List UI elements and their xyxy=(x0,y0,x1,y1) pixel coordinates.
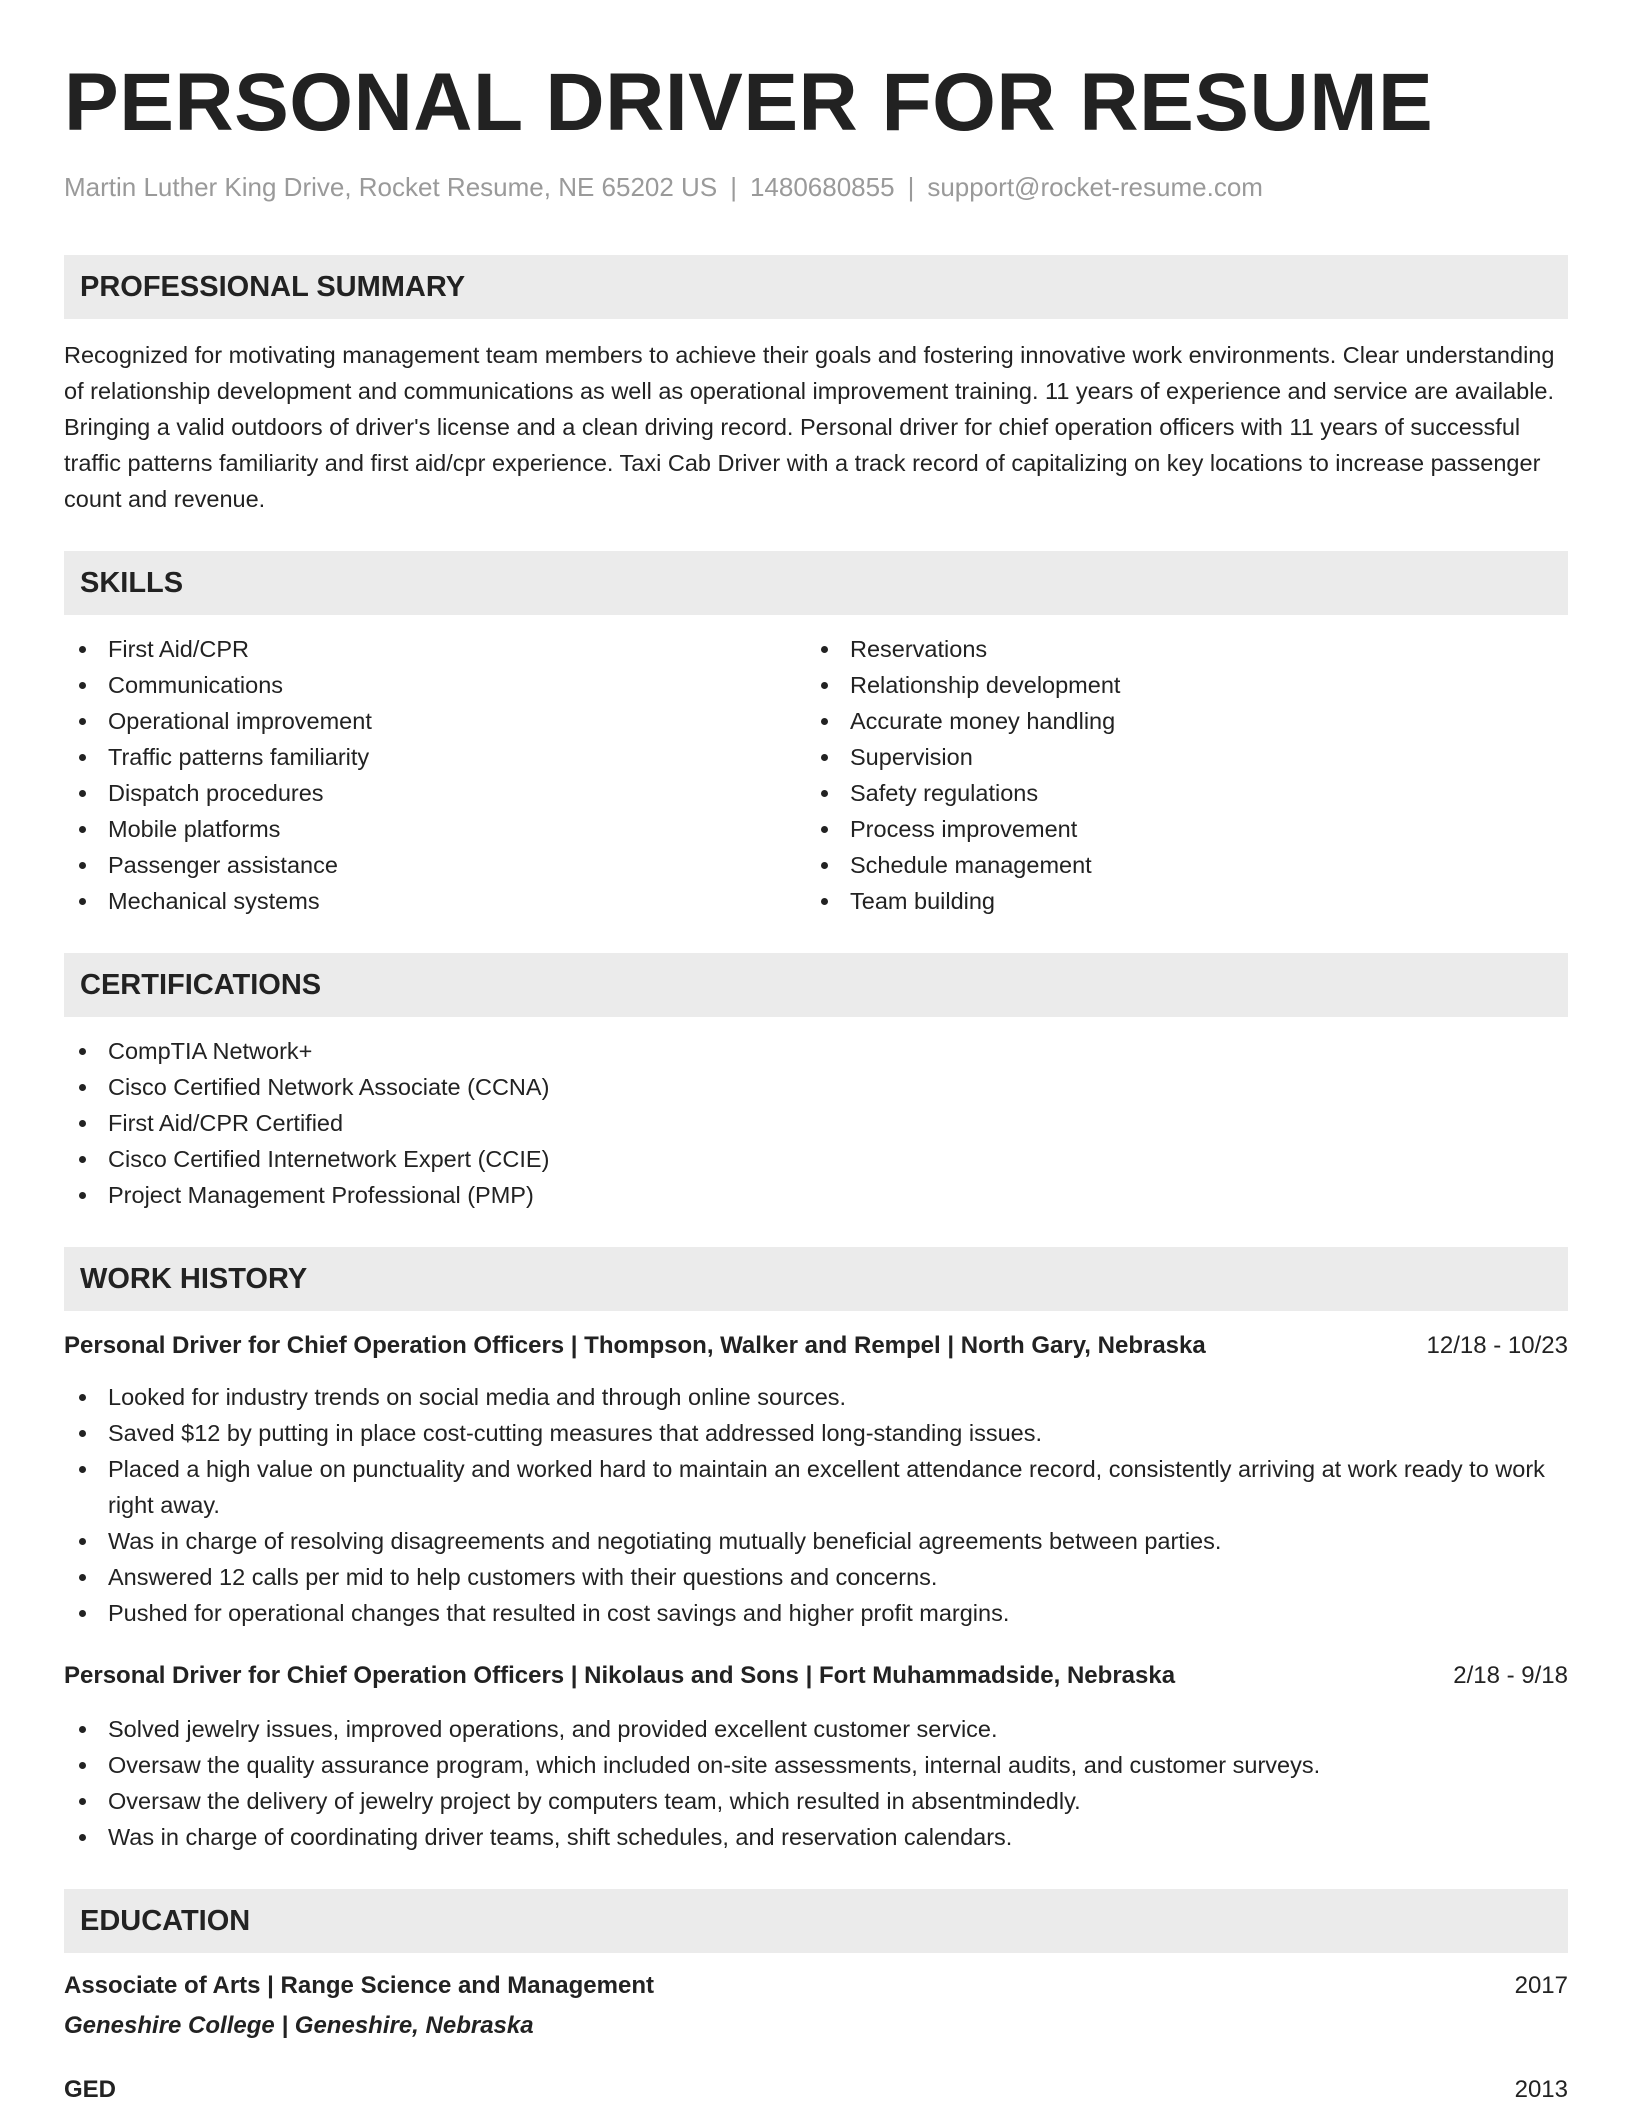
work-history-heading: WORK HISTORY xyxy=(64,1247,1568,1311)
job-bullet: Placed a high value on punctuality and worked hard to maintain an excellent attendance record, consistently arriving at work ready to work right away. xyxy=(64,1451,1568,1523)
job-dates: 2/18 - 9/18 xyxy=(1453,1662,1568,1689)
certification-item: First Aid/CPR Certified xyxy=(64,1105,1568,1141)
contact-line xyxy=(64,172,1568,203)
job-bullet: Pushed for operational changes that resulted in cost savings and higher profit margins. xyxy=(64,1595,1568,1631)
contact-separator: | xyxy=(730,172,737,202)
education-year: 2013 xyxy=(1514,2076,1568,2103)
certification-item: Cisco Certified Network Associate (CCNA) xyxy=(64,1069,1568,1105)
certification-item: Project Management Professional (PMP) xyxy=(64,1177,1568,1213)
skills-heading: SKILLS xyxy=(64,551,1568,615)
job-bullet: Solved jewelry issues, improved operations, and provided excellent customer service. xyxy=(64,1711,1568,1747)
job-title: Personal Driver for Chief Operation Officers | Nikolaus and Sons | Fort Muhammadside, Nebraska xyxy=(64,1662,1176,1689)
certification-item: Cisco Certified Internetwork Expert (CCIE) xyxy=(64,1141,1568,1177)
skill-item: First Aid/CPR xyxy=(64,631,806,667)
certification-item: CompTIA Network+ xyxy=(64,1033,1568,1069)
skills-left-list xyxy=(64,631,806,919)
skill-item: Mechanical systems xyxy=(64,883,806,919)
education-school: Geneshire College | Geneshire, Nebraska xyxy=(64,2012,534,2039)
skill-item: Relationship development xyxy=(806,667,1548,703)
skill-item: Safety regulations xyxy=(806,775,1548,811)
job-bullet: Was in charge of resolving disagreements and negotiating mutually beneficial agreements between parties. xyxy=(64,1523,1568,1559)
job-bullet: Saved $12 by putting in place cost-cutting measures that addressed long-standing issues. xyxy=(64,1415,1568,1451)
skill-item: Reservations xyxy=(806,631,1548,667)
education-degree: Associate of Arts | Range Science and Management xyxy=(64,1972,654,1999)
job-bullets xyxy=(64,1711,1568,1855)
education-degree: GED xyxy=(64,2076,117,2103)
contact-phone: 1480680855 xyxy=(749,172,895,202)
certifications-heading: CERTIFICATIONS xyxy=(64,953,1568,1017)
skill-item: Operational improvement xyxy=(64,703,806,739)
skill-item: Process improvement xyxy=(806,811,1548,847)
summary-text: Recognized for motivating management team members to achieve their goals and fostering innovative work environments. Clear understanding of relationship development and communications as well as operational improvement training. 11 years of experience and service are available. Bringing a valid outdoors of driver's license and a clean driving record. Personal driver for chief operation officers with 11 years of successful traffic patterns familiarity and first aid/cpr experience. Taxi Cab Driver with a track record of capitalizing on key locations to increase passenger count and revenue. xyxy=(64,342,1555,512)
job-header xyxy=(64,1329,1568,1363)
contact-email: support@rocket-resume.com xyxy=(927,172,1263,202)
skill-item: Team building xyxy=(806,883,1548,919)
education-header xyxy=(64,1969,1568,2003)
job-dates: 12/18 - 10/23 xyxy=(1426,1332,1568,1359)
job-bullet: Answered 12 calls per mid to help customers with their questions and concerns. xyxy=(64,1559,1568,1595)
skill-item: Dispatch procedures xyxy=(64,775,806,811)
education-entry xyxy=(64,2073,1568,2107)
job-bullet: Oversaw the delivery of jewelry project by computers team, which resulted in absentmindedly. xyxy=(64,1783,1568,1819)
education-heading: EDUCATION xyxy=(64,1889,1568,1953)
contact-address: Martin Luther King Drive, Rocket Resume, NE 65202 US xyxy=(64,172,718,202)
job-bullet: Oversaw the quality assurance program, which included on-site assessments, internal audits, and customer surveys. xyxy=(64,1747,1568,1783)
skill-item: Traffic patterns familiarity xyxy=(64,739,806,775)
skill-item: Schedule management xyxy=(806,847,1548,883)
job-header xyxy=(64,1659,1568,1693)
summary-heading: PROFESSIONAL SUMMARY xyxy=(64,255,1568,319)
skill-item: Communications xyxy=(64,667,806,703)
job-bullet: Was in charge of coordinating driver teams, shift schedules, and reservation calendars. xyxy=(64,1819,1568,1855)
contact-separator: | xyxy=(907,172,915,202)
skill-item: Accurate money handling xyxy=(806,703,1548,739)
job-bullet: Looked for industry trends on social media and through online sources. xyxy=(64,1379,1568,1415)
skill-item: Supervision xyxy=(806,739,1548,775)
resume-page xyxy=(64,0,1568,2107)
skills-grid xyxy=(64,631,1568,919)
job-bullets xyxy=(64,1379,1568,1631)
skill-item: Mobile platforms xyxy=(64,811,806,847)
skill-item: Passenger assistance xyxy=(64,847,806,883)
resume-title: PERSONAL DRIVER FOR RESUME xyxy=(64,57,1434,148)
skills-right-list xyxy=(806,631,1548,919)
certifications-list xyxy=(64,1033,1568,1213)
education-year: 2017 xyxy=(1514,1972,1568,1999)
job-title: Personal Driver for Chief Operation Officers | Thompson, Walker and Rempel | North Gary, Nebraska xyxy=(64,1332,1206,1359)
job-entry xyxy=(64,1329,1568,1631)
education-header xyxy=(64,2073,1568,2107)
job-entry xyxy=(64,1659,1568,1855)
education-entry xyxy=(64,1969,1568,2043)
